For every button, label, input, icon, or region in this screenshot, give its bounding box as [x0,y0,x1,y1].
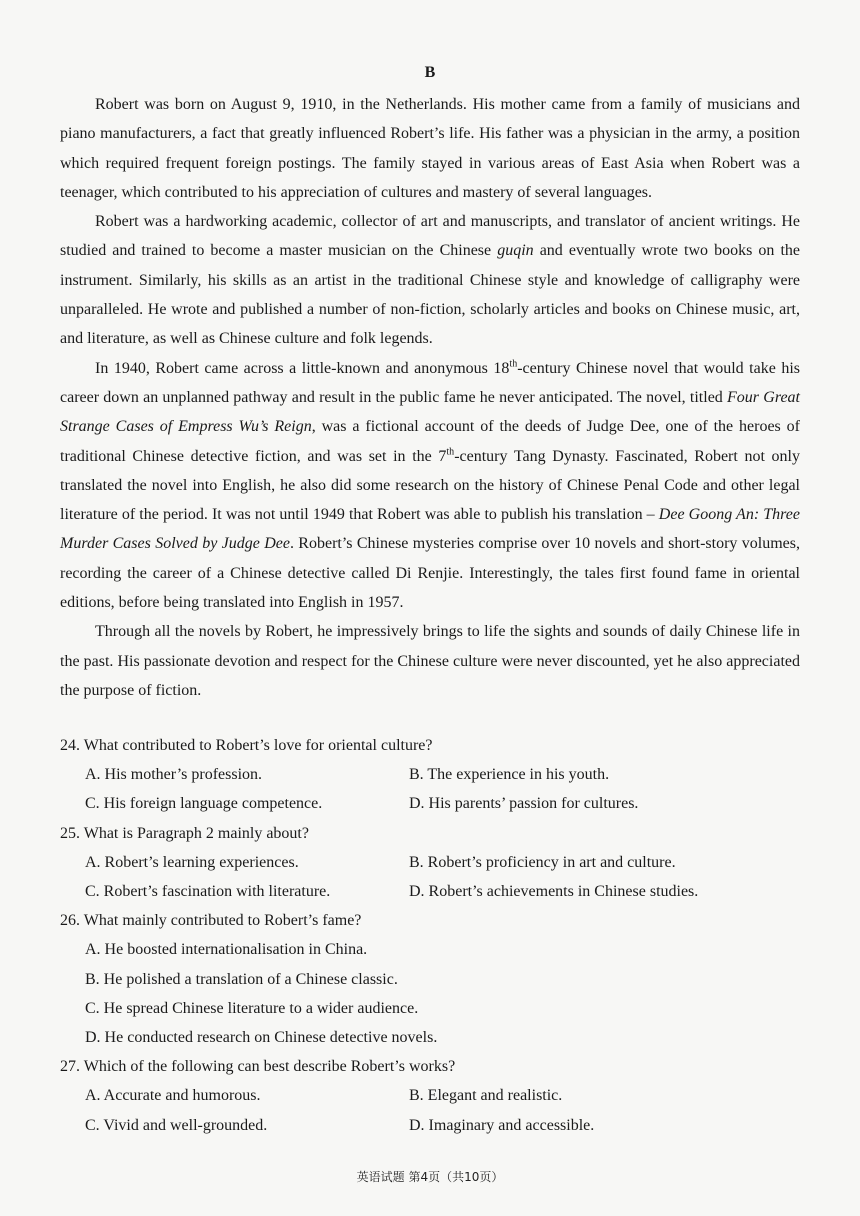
option-c: C. He spread Chinese literature to a wider audience. [85,999,419,1017]
question-list [60,731,800,1140]
paragraph-2-text: and eventually wrote two books on the instrument. Similarly, his skills as an artist in the traditional Chinese style and knowledge of calligraphy were unparalleled. He wrote and published a number of non-fiction, scholarly articles and books on Chinese music, art, and literature, as well as Chinese culture and folk legends. [60,242,800,348]
novel-title: Four Great Strange Cases of Empress Wu’s Reign [60,388,801,436]
ordinal-suffix: th [509,358,518,370]
paragraph-3-text: , was a fictional account of the deeds of Judge Dee, one of the heroes of traditional Chinese detective fiction, and was set in the 7 [60,418,801,465]
option-c: C. His foreign language competence. [85,795,323,813]
paragraph-3-text: . Robert’s Chinese mysteries comprise over 10 novels and short-story volumes, recording the career of a Chinese detective called Di Renjie. Interestingly, the tales first found fame in oriental editions, before being translated into English in 1957. [60,535,800,612]
option-b: B. The experience in his youth. [409,766,610,784]
question-stem: 26. What mainly contributed to Robert’s fame? [60,912,362,930]
question-26 [60,906,800,1052]
paragraph-3-text: -century Tang Dynasty. Fascinated, Robert not only translated the novel into English, he also did some research on the history of Chinese Penal Code and other legal literature of the period. It was not until 1949 that Robert was able to publish his translation – [60,447,801,524]
question-stem: 27. Which of the following can best describe Robert’s works? [60,1058,456,1076]
question-stem: 24. What contributed to Robert’s love for oriental culture? [60,737,433,754]
option-b: B. He polished a translation of a Chinese classic. [85,970,398,988]
option-d: D. Robert’s achievements in Chinese studies. [409,883,699,901]
paragraph-3 [60,354,800,618]
option-a: A. Robert’s learning experiences. [85,853,299,871]
ordinal-suffix: th [446,446,455,458]
paragraph-3-text: In 1940, Robert came across a little-known and anonymous 18 [95,359,510,377]
question-24 [60,731,800,819]
option-a: A. He boosted internationalisation in China. [85,941,368,959]
page-footer: 英语试题 第4页（共10页） [356,1170,504,1184]
option-a: A. Accurate and humorous. [85,1087,261,1105]
question-27 [60,1052,800,1140]
question-25 [60,819,800,907]
paragraph-2-text: Robert was a hardworking academic, collector of art and manuscripts, and translator of ancient writings. He studied and trained to become a master musician on the Chinese [60,213,800,260]
option-d: D. Imaginary and accessible. [409,1116,595,1134]
paragraph-4: Through all the novels by Robert, he impressively brings to life the sights and sounds of daily Chinese life in the past. His passionate devotion and respect for the Chinese culture were never discounted, yet he also appreciated the purpose of fiction. [60,623,800,699]
option-b: B. Elegant and realistic. [409,1087,563,1105]
option-c: C. Vivid and well-grounded. [85,1116,268,1134]
option-d: D. His parents’ passion for cultures. [409,795,639,813]
option-d: D. He conducted research on Chinese detective novels. [85,1029,438,1047]
reading-passage [60,90,800,705]
guqin-term: guqin [497,242,534,260]
question-stem: 25. What is Paragraph 2 mainly about? [60,824,309,842]
paragraph-3-text: -century Chinese novel that would take his career down an unplanned pathway and result in the public fame he never anticipated. The novel, titled [60,359,800,406]
paragraph-1: Robert was born on August 9, 1910, in the Netherlands. His mother came from a family of musicians and piano manufacturers, a fact that greatly influenced Robert’s life. His father was a physician in the army, a position which required frequent foreign postings. The family stayed in various areas of East Asia when Robert was a teenager, which contributed to his appreciation of cultures and mastery of several languages. [60,96,800,201]
translation-title: Dee Goong An: Three Murder Cases Solved by Judge Dee [60,506,800,553]
paragraph-2 [60,207,800,353]
option-a: A. His mother’s profession. [85,766,263,784]
option-b: B. Robert’s proficiency in art and culture. [409,853,676,871]
option-c: C. Robert’s fascination with literature. [85,883,331,901]
section-heading: B [424,64,436,81]
